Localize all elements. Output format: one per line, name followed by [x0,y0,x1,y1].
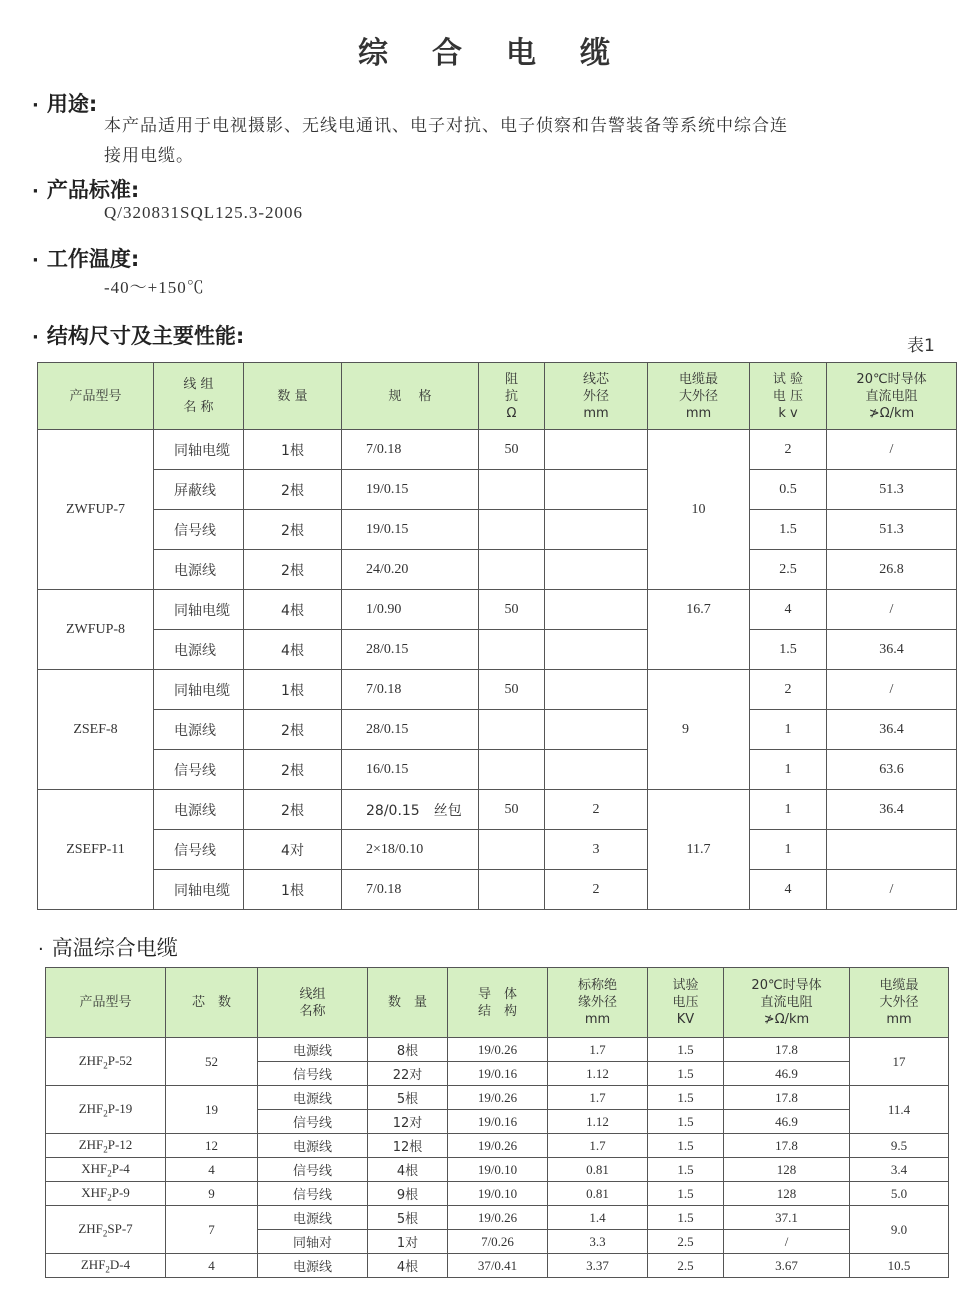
od-cell: 5.0 [850,1182,949,1206]
table-row [38,830,957,870]
cores-cell: 12 [166,1134,258,1158]
page-title: 综合电缆 [358,36,654,71]
volt-cell: 1.5 [648,1038,724,1062]
qty-cell: 4对 [244,830,342,870]
ins-cell: 1.4 [548,1206,648,1230]
res-cell [827,830,957,870]
table-row [46,1206,949,1230]
qty-cell: 22对 [368,1062,448,1086]
spec-cell: 28/0.15 [342,710,479,750]
model-cell: $ZHF_2SP-7$ [46,1206,166,1254]
ins-cell: 1.12 [548,1110,648,1134]
th-group-name: 线 组 名 称 [154,363,244,430]
qty-cell: 2根 [244,790,342,830]
volt-cell: 1.5 [648,1182,724,1206]
th-qty: 数 量 [368,968,448,1038]
imp-cell [479,510,545,550]
od-cell: 16.7 [648,590,750,670]
imp-cell [479,830,545,870]
table-row [46,1038,949,1062]
volt-cell: 1.5 [648,1134,724,1158]
res-cell: / [724,1230,850,1254]
ins-cell: 0.81 [548,1158,648,1182]
cond-cell: 19/0.10 [448,1158,548,1182]
imp-cell [479,710,545,750]
name-cell: 电源线 [154,550,244,590]
spec-cell: 7/0.18 [342,870,479,910]
name-cell: 同轴电缆 [154,870,244,910]
cond-cell: 19/0.26 [448,1086,548,1110]
name-cell: 电源线 [154,710,244,750]
high-temp-table [45,967,949,1278]
cores-cell: 19 [166,1086,258,1134]
core-cell [545,670,648,710]
th-impedance: 阻 抗 Ω [479,363,545,430]
volt-cell: 1 [750,750,827,790]
name-cell: 信号线 [154,750,244,790]
qty-cell: 1根 [244,430,342,470]
res-cell: 36.4 [827,630,957,670]
volt-cell: 2 [750,430,827,470]
table-row [46,1158,949,1182]
volt-cell: 2.5 [750,550,827,590]
qty-cell: 2根 [244,510,342,550]
qty-cell: 2根 [244,750,342,790]
table-row [38,670,957,710]
cond-cell: 19/0.26 [448,1206,548,1230]
volt-cell: 2 [750,670,827,710]
volt-cell: 1.5 [648,1062,724,1086]
th-insulation-od: 标称绝 缘外径 mm [548,968,648,1038]
model-cell: $ZHF_2D-4$ [46,1254,166,1278]
model-cell: $ZHF_2P-19$ [46,1086,166,1134]
table-row [38,630,957,670]
th-cable-od: 电缆最 大外径 mm [648,363,750,430]
od-cell: 10.5 [850,1254,949,1278]
name-cell: 电源线 [258,1206,368,1230]
temperature-text: -40～+150℃ [104,278,205,297]
th-test-voltage: 试 验 电 压 k v [750,363,827,430]
core-cell: 2 [545,790,648,830]
cond-cell: 37/0.41 [448,1254,548,1278]
ins-cell: 1.7 [548,1086,648,1110]
core-cell: 3 [545,830,648,870]
res-cell: 17.8 [724,1134,850,1158]
qty-cell: 12根 [368,1134,448,1158]
spec-cell: 24/0.20 [342,550,479,590]
ins-cell: 1.7 [548,1134,648,1158]
qty-cell: 9根 [368,1182,448,1206]
imp-cell [479,750,545,790]
cores-cell: 52 [166,1038,258,1086]
model-cell: ZWFUP-8 [38,590,154,670]
qty-cell: 2根 [244,470,342,510]
ins-cell: 1.12 [548,1062,648,1086]
volt-cell: 0.5 [750,470,827,510]
table-row [38,590,957,630]
ins-cell: 3.3 [548,1230,648,1254]
res-cell: 17.8 [724,1038,850,1062]
th-resistance: 20℃时导体 直流电阻 ≯Ω/km [724,968,850,1038]
name-cell: 信号线 [258,1158,368,1182]
temperature-heading: · 工作温度: [32,247,140,271]
od-cell: 11.4 [850,1086,949,1134]
qty-cell: 5根 [368,1206,448,1230]
res-cell: / [827,670,957,710]
model-cell: ZSEFP-11 [38,790,154,910]
name-cell: 屏蔽线 [154,470,244,510]
name-cell: 电源线 [154,630,244,670]
core-cell: 2 [545,870,648,910]
volt-cell: 1.5 [750,510,827,550]
volt-cell: 1.5 [648,1158,724,1182]
core-cell [545,550,648,590]
volt-cell: 2.5 [648,1254,724,1278]
structure-heading: · 结构尺寸及主要性能: [32,324,245,348]
cond-cell: 19/0.26 [448,1038,548,1062]
th-cores: 芯 数 [166,968,258,1038]
name-cell: 电源线 [154,790,244,830]
volt-cell: 2.5 [648,1230,724,1254]
res-cell: 46.9 [724,1110,850,1134]
cond-cell: 19/0.16 [448,1062,548,1086]
th-core-od: 线芯 外径 mm [545,363,648,430]
th-cable-od: 电缆最 大外径 mm [850,968,949,1038]
spec-cell: 19/0.15 [342,510,479,550]
volt-cell: 1.5 [750,630,827,670]
volt-cell: 1 [750,710,827,750]
cores-cell: 9 [166,1182,258,1206]
th-qty: 数 量 [244,363,342,430]
qty-cell: 1对 [368,1230,448,1254]
name-cell: 同轴对 [258,1230,368,1254]
model-cell: $XHF_2P-4$ [46,1158,166,1182]
table-row [46,1182,949,1206]
res-cell: 26.8 [827,550,957,590]
th-model: 产品型号 [38,363,154,430]
name-cell: 信号线 [258,1062,368,1086]
model-cell: ZSEF-8 [38,670,154,790]
volt-cell: 4 [750,590,827,630]
th-resistance: 20℃时导体 直流电阻 ≯Ω/km [827,363,957,430]
cond-cell: 19/0.10 [448,1182,548,1206]
od-cell: 10 [648,430,750,590]
name-cell: 同轴电缆 [154,670,244,710]
usage-text: 本产品适用于电视摄影、无线电通讯、电子对抗、电子侦察和告警装备等系统中综合连 接用电缆。 [104,116,788,166]
name-cell: 同轴电缆 [154,430,244,470]
th-group-name: 线组 名称 [258,968,368,1038]
volt-cell: 1.5 [648,1086,724,1110]
name-cell: 电源线 [258,1086,368,1110]
ins-cell: 3.37 [548,1254,648,1278]
core-cell [545,470,648,510]
table-row [38,750,957,790]
od-cell: 9.0 [850,1206,949,1254]
od-cell: 9.5 [850,1134,949,1158]
imp-cell: 50 [479,590,545,630]
res-cell: 36.4 [827,790,957,830]
spec-cell: 28/0.15 丝包 [342,790,479,830]
qty-cell: 4根 [368,1158,448,1182]
name-cell: 电源线 [258,1134,368,1158]
spec-cell: 19/0.15 [342,470,479,510]
volt-cell: 4 [750,870,827,910]
table-row [38,430,957,470]
cores-cell: 4 [166,1254,258,1278]
qty-cell: 8根 [368,1038,448,1062]
qty-cell: 4根 [368,1254,448,1278]
od-cell: 17 [850,1038,949,1086]
name-cell: 信号线 [258,1110,368,1134]
table-row [38,790,957,830]
th-spec: 规 格 [342,363,479,430]
name-cell: 电源线 [258,1254,368,1278]
th-conductor: 导 体 结 构 [448,968,548,1038]
table-row [46,1134,949,1158]
standard-heading: · 产品标准: [32,178,140,202]
spec-cell: 7/0.18 [342,430,479,470]
usage-heading: · 用途: [32,92,98,116]
od-cell: 3.4 [850,1158,949,1182]
table-row [38,710,957,750]
qty-cell: 1根 [244,670,342,710]
cond-cell: 19/0.26 [448,1134,548,1158]
table-row [46,1254,949,1278]
res-cell: / [827,870,957,910]
res-cell: 51.3 [827,470,957,510]
cond-cell: 7/0.26 [448,1230,548,1254]
od-cell: 11.7 [648,790,750,910]
spec-cell: 2×18/0.10 [342,830,479,870]
spec-cell: 16/0.15 [342,750,479,790]
spec-cell: 1/0.90 [342,590,479,630]
core-cell [545,750,648,790]
table-row [38,550,957,590]
res-cell: / [827,590,957,630]
imp-cell: 50 [479,430,545,470]
table-row [38,470,957,510]
table-label: 表1 [907,336,935,356]
name-cell: 信号线 [154,510,244,550]
res-cell: / [827,430,957,470]
name-cell: 信号线 [258,1182,368,1206]
volt-cell: 1.5 [648,1206,724,1230]
standard-text: Q/320831SQL125.3-2006 [104,203,304,222]
name-cell: 电源线 [258,1038,368,1062]
volt-cell: 1.5 [648,1110,724,1134]
res-cell: 63.6 [827,750,957,790]
core-cell [545,630,648,670]
table-row [38,510,957,550]
model-cell: $XHF_2P-9$ [46,1182,166,1206]
imp-cell: 50 [479,790,545,830]
table-row [38,870,957,910]
imp-cell [479,630,545,670]
qty-cell: 2根 [244,710,342,750]
core-cell [545,510,648,550]
res-cell: 51.3 [827,510,957,550]
core-cell [545,710,648,750]
name-cell: 信号线 [154,830,244,870]
core-cell [545,430,648,470]
res-cell: 17.8 [724,1086,850,1110]
ins-cell: 0.81 [548,1182,648,1206]
cond-cell: 19/0.16 [448,1110,548,1134]
qty-cell: 2根 [244,550,342,590]
spec-cell: 28/0.15 [342,630,479,670]
high-temp-heading: · 高温综合电缆 [38,936,178,960]
th-model: 产品型号 [46,968,166,1038]
spec-cell: 7/0.18 [342,670,479,710]
res-cell: 36.4 [827,710,957,750]
imp-cell [479,470,545,510]
name-cell: 同轴电缆 [154,590,244,630]
res-cell: 128 [724,1158,850,1182]
cores-cell: 4 [166,1158,258,1182]
imp-cell [479,550,545,590]
model-cell: $ZHF_2P-12$ [46,1134,166,1158]
od-cell: 9 [648,670,750,790]
model-cell: $ZHF_2P-52$ [46,1038,166,1086]
structure-table [37,362,957,910]
core-cell [545,590,648,630]
res-cell: 128 [724,1182,850,1206]
imp-cell [479,870,545,910]
th-test-voltage: 试验 电压 KV [648,968,724,1038]
imp-cell: 50 [479,670,545,710]
qty-cell: 4根 [244,590,342,630]
volt-cell: 1 [750,790,827,830]
res-cell: 3.67 [724,1254,850,1278]
qty-cell: 4根 [244,630,342,670]
res-cell: 46.9 [724,1062,850,1086]
volt-cell: 1 [750,830,827,870]
qty-cell: 5根 [368,1086,448,1110]
qty-cell: 1根 [244,870,342,910]
cores-cell: 7 [166,1206,258,1254]
ins-cell: 1.7 [548,1038,648,1062]
table-row [46,1086,949,1110]
res-cell: 37.1 [724,1206,850,1230]
qty-cell: 12对 [368,1110,448,1134]
model-cell: ZWFUP-7 [38,430,154,590]
